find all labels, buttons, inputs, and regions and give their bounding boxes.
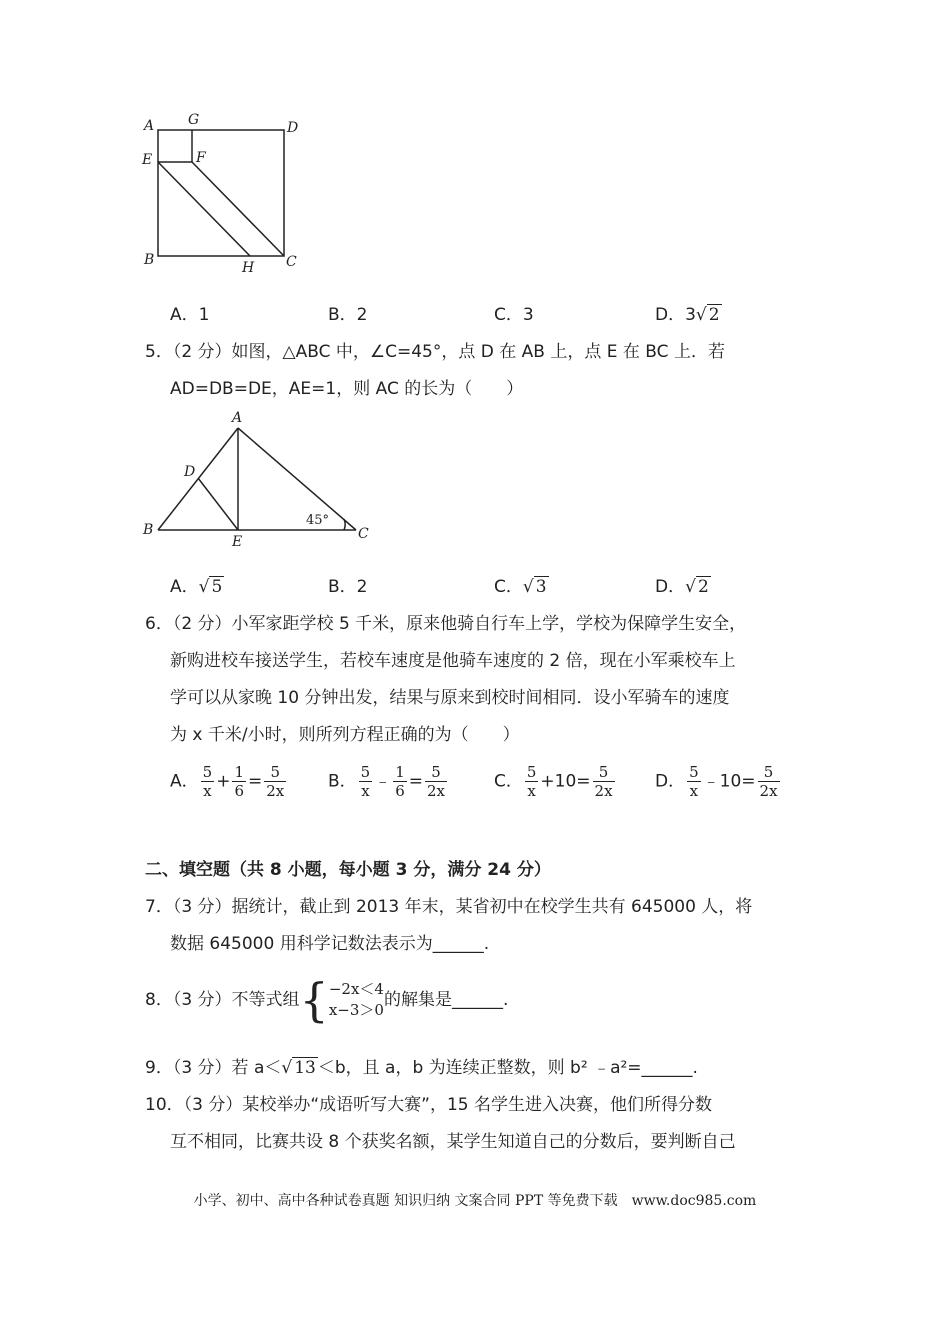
brace-symbol: { <box>299 973 329 1027</box>
fraction: $\frac{5}{x}$ <box>526 763 537 800</box>
q5-option-c[interactable] <box>494 575 549 599</box>
fraction: $\frac{5}{x}$ <box>360 763 371 800</box>
q4-option-d-radicand: 2 <box>708 305 720 325</box>
operator: = <box>408 771 424 792</box>
q9-radicand: 13 <box>294 1058 316 1078</box>
label-e: E <box>142 152 153 168</box>
q6-text-line2: 新购进校车接送学生，若校车速度是他骑车速度的 2 倍，现在小军乘校车上 <box>170 651 736 671</box>
operator: = <box>247 771 263 792</box>
q6-option-c[interactable] <box>494 763 617 800</box>
q4-option-c[interactable]: C．3 <box>494 305 534 325</box>
fraction: $\frac{5}{2x}$ <box>427 763 446 800</box>
operator: ﹣ <box>374 771 392 792</box>
operator: ﹣10= <box>702 771 756 792</box>
operator: + <box>216 771 231 792</box>
label-b: B <box>144 252 155 268</box>
option-label: B． <box>328 771 357 792</box>
page-footer: 小学、初中、高中各种试卷真题 知识归纳 文案合同 PPT 等免费下载 www.doc985.com <box>193 1193 757 1209</box>
label-d: D <box>287 120 299 136</box>
inequality-2: x−3＞0 <box>328 1001 384 1019</box>
square-figure <box>138 110 308 280</box>
sqrt-symbol: √ 13 <box>281 1058 316 1078</box>
fraction: $\frac{5}{2x}$ <box>759 763 778 800</box>
q9-prefix: 9．（3 分）若 a＜ <box>145 1058 282 1078</box>
q8-prefix: 8．（3 分）不等式组 <box>145 990 300 1010</box>
fraction: $\frac{5}{2x}$ <box>594 763 613 800</box>
operator: +10= <box>540 771 591 792</box>
label-a: A <box>144 118 155 134</box>
q5-option-a-radicand: 5 <box>211 577 223 597</box>
q6-option-d[interactable] <box>655 763 782 800</box>
q9-text <box>145 1056 698 1080</box>
fraction: $\frac{1}{6}$ <box>234 763 244 800</box>
fraction: $\frac{1}{6}$ <box>395 763 405 800</box>
q4-option-d-prefix: D．3 <box>655 305 696 325</box>
label-c: C <box>286 254 297 270</box>
label-b: B <box>143 522 154 538</box>
section-title: 二、填空题（共 8 小题，每小题 3 分，满分 24 分） <box>145 860 551 880</box>
label-f: F <box>196 150 206 166</box>
label-g: G <box>188 112 200 128</box>
fraction: $\frac{5}{x}$ <box>689 763 699 800</box>
q8-suffix: 的解集是______. <box>383 990 509 1010</box>
q8-text <box>145 975 508 1025</box>
q7-text-line1: 7．（3 分）据统计，截止到 2013 年末，某省初中在校学生共有 645000 人，将 <box>145 897 753 917</box>
option-label: A． <box>170 771 199 792</box>
q6-text-line1: 6．（2 分）小军家距学校 5 千米，原来他骑自行车上学，学校为保障学生安全， <box>145 614 747 634</box>
q6-option-b[interactable] <box>328 763 449 800</box>
label-d: D <box>184 464 196 480</box>
q5-option-b[interactable]: B．2 <box>328 577 368 597</box>
q5-option-a-prefix: A． <box>170 577 199 597</box>
q5-text-line1: 5．（2 分）如图，△ABC 中，∠C=45°，点 D 在 AB 上，点 E 在 BC 上．若 <box>145 342 725 362</box>
q7-text-line2: 数据 645000 用科学记数法表示为______. <box>170 934 490 954</box>
triangle-figure <box>138 408 378 548</box>
fraction: $\frac{5}{2x}$ <box>266 763 285 800</box>
inequality-system <box>329 979 384 1021</box>
q5-option-d-radicand: 2 <box>697 577 709 597</box>
inequality-1: −2x＜4 <box>328 980 384 998</box>
angle-label: 45° <box>306 513 330 528</box>
q4-option-a[interactable]: A．1 <box>170 305 210 325</box>
sqrt-symbol: √ 3 <box>522 577 547 597</box>
q4-option-b[interactable]: B．2 <box>328 305 368 325</box>
label-c: C <box>358 526 369 542</box>
q5-option-c-prefix: C． <box>494 577 523 597</box>
q6-option-a[interactable] <box>170 763 288 800</box>
q4-option-d[interactable] <box>655 303 722 327</box>
option-label: D． <box>655 771 686 792</box>
q5-option-d[interactable] <box>655 575 711 599</box>
sqrt-symbol: √ 5 <box>198 577 223 597</box>
q5-option-c-radicand: 3 <box>535 577 547 597</box>
option-label: C． <box>494 771 523 792</box>
q10-text-line2: 互不相同，比赛共设 8 个获奖名额，某学生知道自己的分数后，要判断自己 <box>170 1132 736 1152</box>
sqrt-symbol: √ 2 <box>695 305 720 325</box>
q9-suffix: ＜b，且 a，b 为连续正整数，则 b² ﹣a²=______. <box>317 1058 698 1078</box>
q6-text-line4: 为 x 千米/小时，则所列方程正确的为（ ） <box>170 725 520 745</box>
q5-option-a[interactable] <box>170 575 224 599</box>
fraction: $\frac{5}{x}$ <box>202 763 213 800</box>
q6-text-line3: 学可以从家晚 10 分钟出发，结果与原来到校时间相同．设小军骑车的速度 <box>170 688 730 708</box>
label-a: A <box>232 410 243 426</box>
label-h: H <box>242 260 255 276</box>
q5-option-d-prefix: D． <box>655 577 686 597</box>
label-e: E <box>232 534 243 548</box>
sqrt-symbol: √ 2 <box>685 577 709 597</box>
q10-text-line1: 10．（3 分）某校举办“成语听写大赛”，15 名学生进入决赛，他们所得分数 <box>145 1095 713 1115</box>
q5-text-line2: AD=DB=DE，AE=1，则 AC 的长为（ ） <box>170 379 524 399</box>
